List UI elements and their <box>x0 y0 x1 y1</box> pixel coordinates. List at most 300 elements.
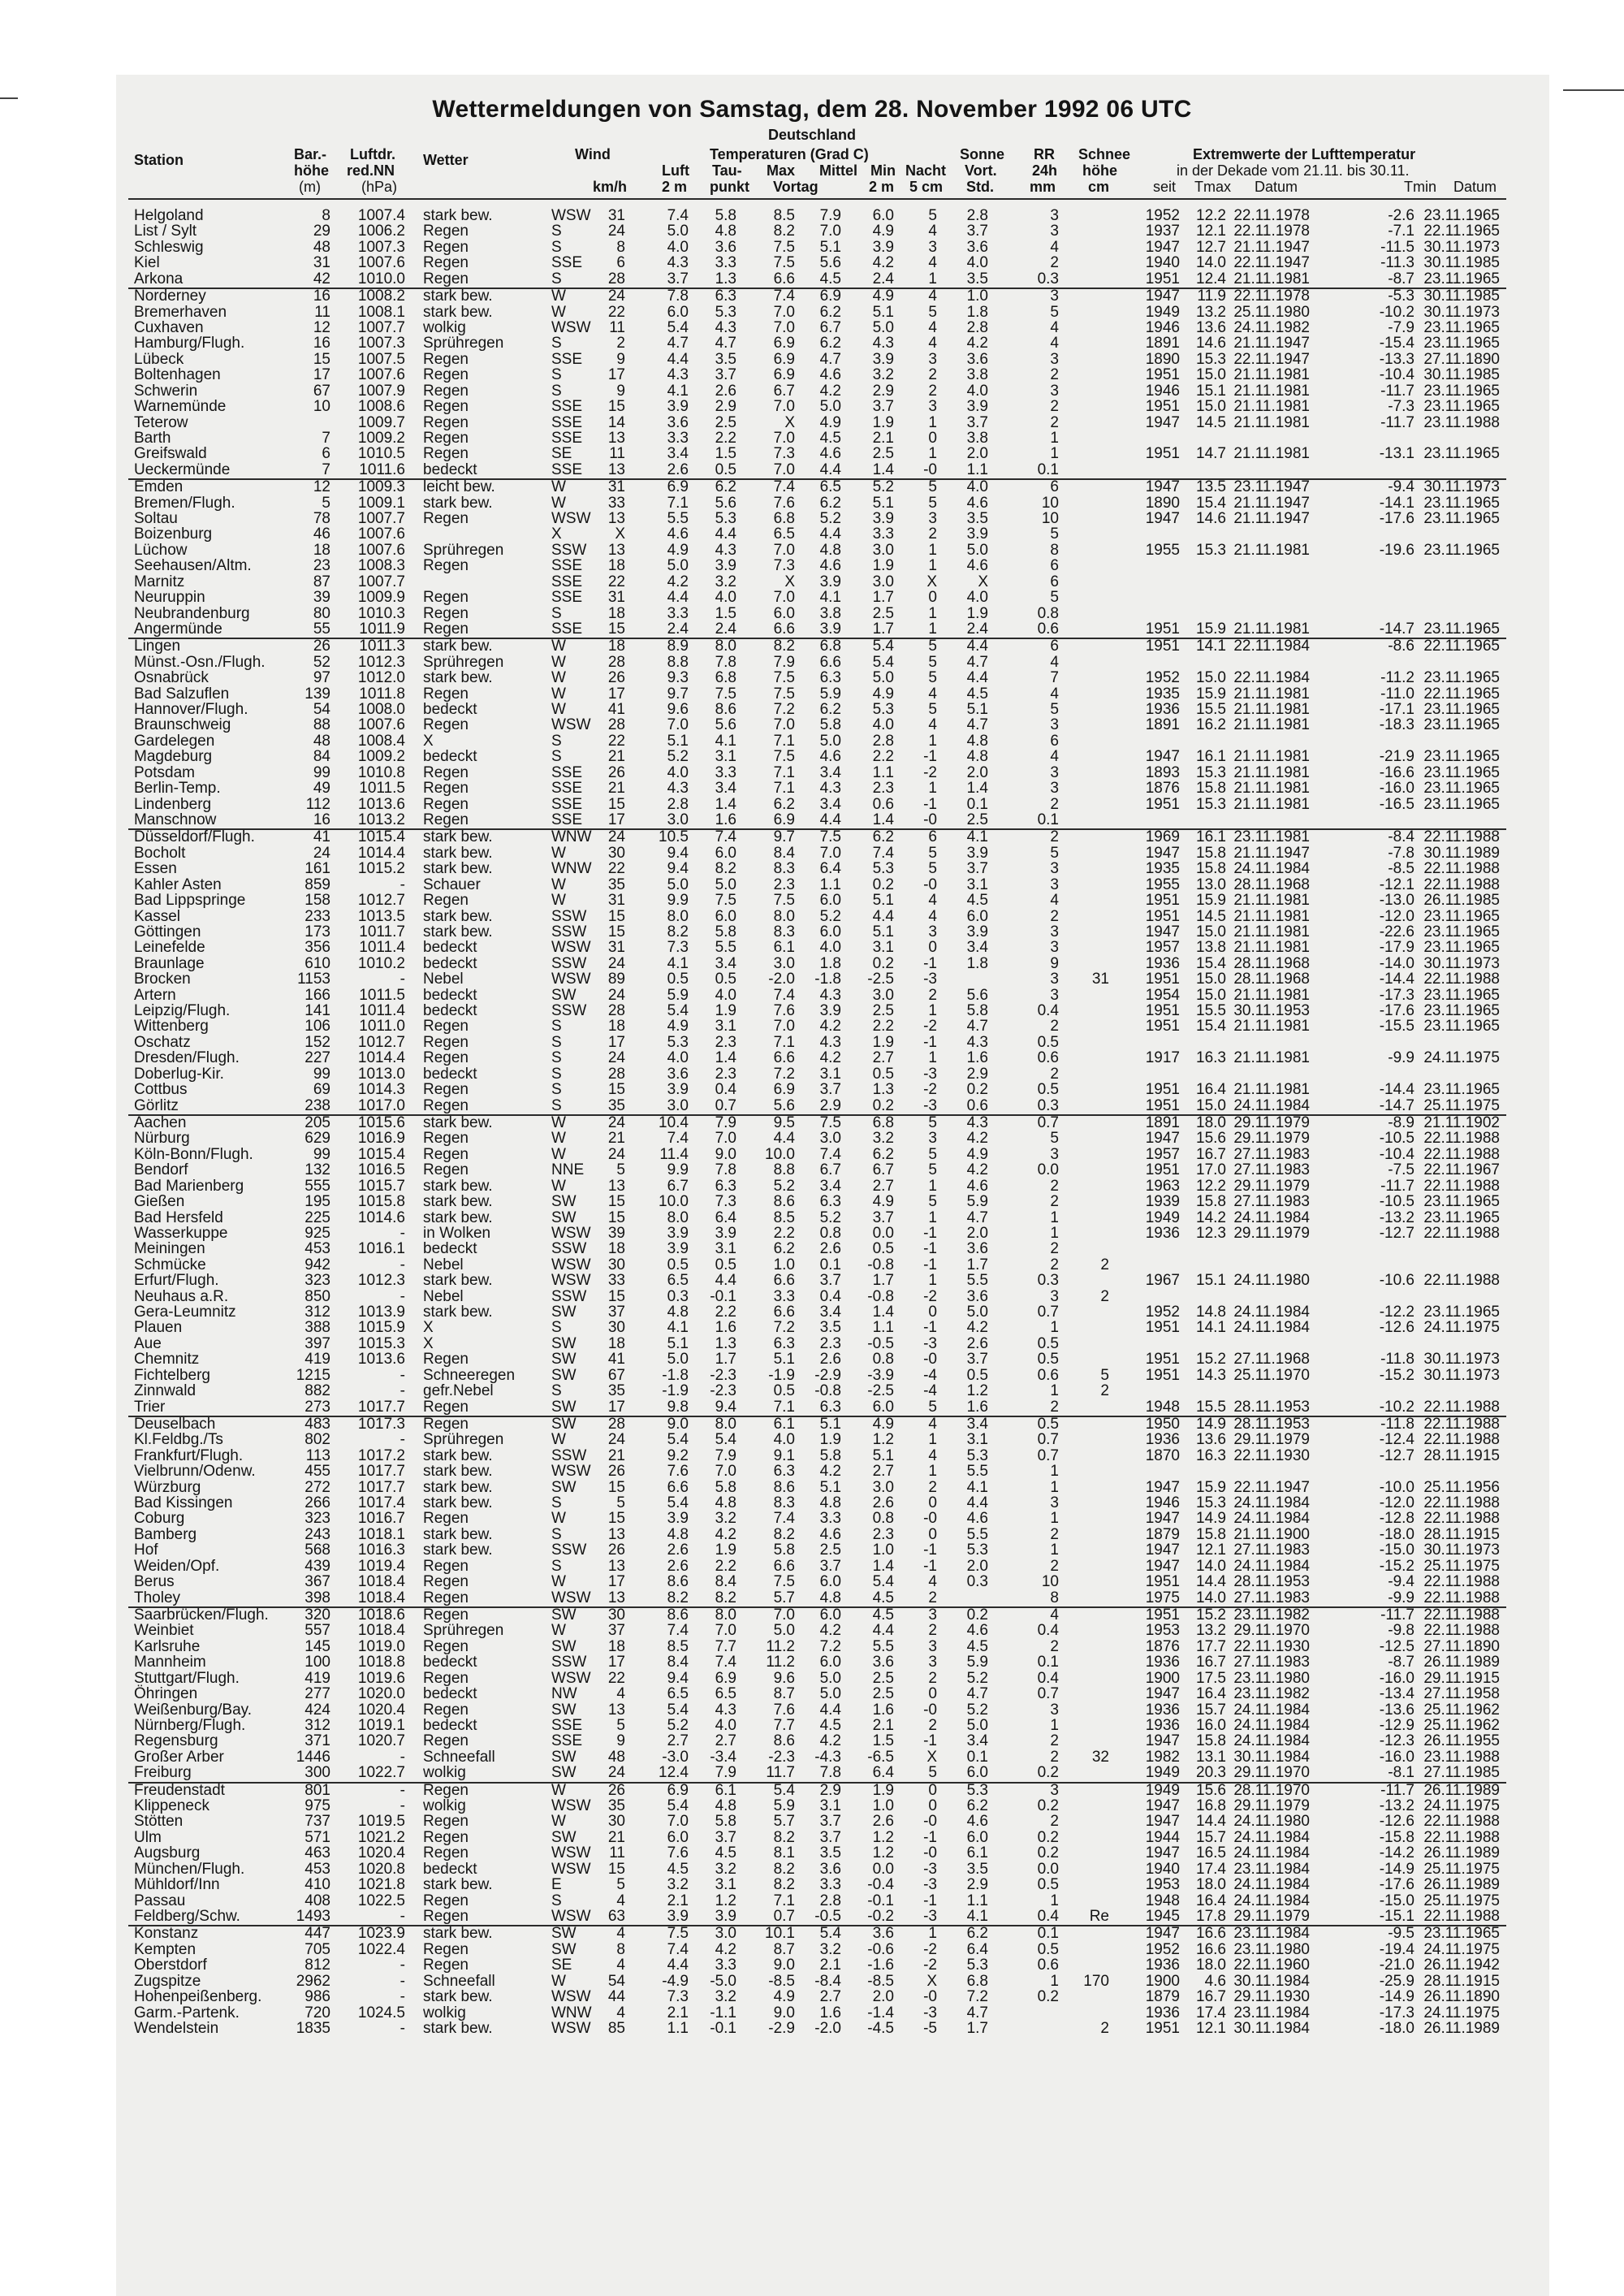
cell-datum-max: 24.11.1984 <box>1233 1304 1310 1321</box>
cell-luft: 3.0 <box>667 1096 689 1114</box>
cell-luft: 7.6 <box>667 1463 689 1481</box>
header-min-1: Min <box>870 162 896 179</box>
cell-wind-speed: 24 <box>607 828 625 846</box>
cell-max: 6.3 <box>773 1463 795 1481</box>
cell-tmin: -15.2 <box>1379 1557 1415 1575</box>
table-row <box>0 940 1624 955</box>
cell-rr: 1 <box>1050 1892 1059 1909</box>
cell-max: 7.0 <box>773 589 795 607</box>
cell-tau: 3.2 <box>715 573 736 590</box>
cell-wetter: Regen <box>423 1669 469 1687</box>
table-row <box>0 1210 1624 1226</box>
cell-rr: 1 <box>1050 1224 1059 1242</box>
cell-wetter: Regen <box>423 1813 469 1831</box>
cell-tmax: 18.0 <box>1196 1876 1226 1894</box>
cell-rr: 2 <box>1050 1732 1059 1750</box>
cell-luftdr: 1011.4 <box>359 1002 405 1019</box>
cell-max: 8.2 <box>773 1860 795 1878</box>
cell-luftdr: 1007.7 <box>357 318 405 336</box>
cell-station: Bamberg <box>134 1525 197 1543</box>
cell-luftdr: 1017.3 <box>357 1415 405 1433</box>
cell-max: X <box>784 413 795 431</box>
cell-tmax: 13.0 <box>1196 876 1226 893</box>
cell-min: 6.8 <box>872 1113 894 1131</box>
cell-station: Hof <box>134 1541 158 1559</box>
cell-seit: 1936 <box>1145 1431 1180 1449</box>
cell-tau: 6.2 <box>715 478 736 496</box>
cell-max: -2.3 <box>768 1748 795 1766</box>
cell-wetter: Regen <box>423 1161 469 1179</box>
cell-mittel: 3.4 <box>819 795 841 813</box>
cell-seit: 1954 <box>1145 986 1180 1004</box>
cell-tmax: 15.5 <box>1196 1002 1226 1019</box>
cell-datum-max: 21.11.1981 <box>1233 398 1310 415</box>
cell-max: 6.9 <box>773 811 795 828</box>
cell-wind-speed: 35 <box>607 1382 625 1400</box>
cell-station: Mannheim <box>134 1654 206 1671</box>
cell-wind-dir: W <box>551 1781 566 1799</box>
cell-wind-dir: S <box>551 604 562 622</box>
cell-wind-speed: 22 <box>607 732 625 750</box>
cell-luft: 7.4 <box>667 1130 689 1148</box>
cell-tau: 8.2 <box>715 1589 736 1606</box>
cell-datum-max: 22.11.1930 <box>1233 1637 1310 1655</box>
cell-wind-speed: 17 <box>607 1033 625 1051</box>
cell-min: 0.2 <box>872 1096 894 1114</box>
cell-seit: 1951 <box>1145 795 1180 813</box>
cell-wetter: bedeckt <box>423 748 477 766</box>
cell-max: 8.1 <box>773 1844 795 1862</box>
cell-luftdr: 1020.0 <box>357 1685 405 1703</box>
cell-tau: 2.4 <box>715 620 736 638</box>
cell-wetter: gefr.Nebel <box>423 1382 494 1400</box>
cell-rr: 2 <box>1050 1256 1059 1273</box>
cell-mittel: 4.3 <box>819 1033 841 1051</box>
cell-wind-dir: SSE <box>551 795 583 813</box>
cell-luft: 9.4 <box>667 844 689 862</box>
cell-wetter: Nebel <box>423 971 464 988</box>
cell-station: Zugspitze <box>134 1972 201 1990</box>
header-datum-min: Datum <box>1453 179 1497 195</box>
cell-datum-min: 24.11.1975 <box>1423 2004 1500 2021</box>
cell-wind-speed: 26 <box>607 1781 625 1799</box>
cell-nacht: 5 <box>928 638 937 655</box>
cell-mittel: 6.6 <box>819 653 841 671</box>
cell-rr: 2 <box>1050 1193 1059 1210</box>
cell-tau: 3.9 <box>715 1224 736 1242</box>
cell-tau: 3.1 <box>715 1018 736 1036</box>
cell-luft: 3.9 <box>667 1081 689 1099</box>
cell-luftdr: - <box>400 1972 405 1990</box>
cell-seit: 1951 <box>1145 1161 1180 1179</box>
cell-tmin: -15.4 <box>1379 335 1415 352</box>
table-row <box>0 288 1624 304</box>
cell-sonne: 1.0 <box>966 288 988 305</box>
cell-tmax: 15.1 <box>1196 382 1226 400</box>
cell-station: Arkona <box>134 270 184 288</box>
cell-rr: 6 <box>1050 478 1059 496</box>
cell-tmax: 14.8 <box>1196 1304 1226 1321</box>
cell-mittel: 2.8 <box>819 1892 841 1909</box>
cell-tmin: -14.4 <box>1379 971 1415 988</box>
cell-wind-speed: 31 <box>607 478 625 496</box>
cell-nacht: 3 <box>928 238 937 256</box>
cell-wind-speed: 39 <box>607 1224 625 1242</box>
table-row <box>0 462 1624 478</box>
cell-min: 6.4 <box>872 1764 894 1782</box>
cell-sonne: 3.9 <box>966 525 988 543</box>
cell-bar: 42 <box>313 270 330 288</box>
cell-nacht: X <box>926 1972 937 1990</box>
cell-wind-speed: 28 <box>607 1065 625 1083</box>
cell-wind-speed: 67 <box>607 1366 625 1384</box>
cell-nacht: 4 <box>928 223 937 240</box>
cell-mittel: 2.3 <box>819 1334 841 1352</box>
cell-wind-dir: W <box>551 288 566 305</box>
cell-station: Frankfurt/Flugh. <box>134 1446 244 1464</box>
cell-datum-min: 23.11.1965 <box>1423 398 1500 415</box>
cell-wind-dir: SSW <box>551 541 587 559</box>
cell-luftdr: 1014.4 <box>357 844 405 862</box>
cell-nacht: 2 <box>928 986 937 1004</box>
cell-station: Deuselbach <box>134 1415 216 1433</box>
table-row <box>0 717 1624 733</box>
cell-seit: 1948 <box>1145 1398 1180 1416</box>
cell-wind-speed: 13 <box>607 1557 625 1575</box>
cell-bar: 447 <box>304 1925 330 1943</box>
cell-mittel: 5.0 <box>819 1685 841 1703</box>
cell-wind-speed: 21 <box>607 780 625 798</box>
cell-datum-max: 21.11.1981 <box>1233 780 1310 798</box>
cell-wind-dir: W <box>551 892 566 910</box>
cell-rr: 0.3 <box>1037 1096 1059 1114</box>
table-row <box>0 1798 1624 1814</box>
cell-wind-dir: WSW <box>551 1797 591 1814</box>
cell-bar: 26 <box>313 638 330 655</box>
cell-tmin: -12.8 <box>1379 1510 1415 1528</box>
cell-tau: 0.5 <box>715 1256 736 1273</box>
cell-wetter: Regen <box>423 1033 469 1051</box>
cell-mittel: 6.4 <box>819 860 841 878</box>
cell-tau: 0.7 <box>715 1096 736 1114</box>
table-row <box>0 2021 1624 2036</box>
cell-tmax: 15.0 <box>1196 986 1226 1004</box>
cell-wetter: stark bew. <box>423 1272 493 1290</box>
cell-luftdr: 1009.9 <box>357 589 405 607</box>
cell-nacht: 0 <box>928 1494 937 1511</box>
cell-min: 1.2 <box>872 1431 894 1449</box>
cell-wetter: stark bew. <box>423 860 493 878</box>
cell-datum-min: 23.11.1988 <box>1423 413 1500 431</box>
cell-luftdr: 1015.6 <box>357 1113 405 1131</box>
cell-rr: 3 <box>1050 1781 1059 1799</box>
cell-seit: 1947 <box>1145 510 1180 527</box>
cell-mittel: 4.2 <box>819 1732 841 1750</box>
cell-bar: 100 <box>304 1654 330 1671</box>
cell-luft: -3.0 <box>662 1748 689 1766</box>
cell-min: 6.0 <box>872 207 894 224</box>
cell-tmax: 15.9 <box>1196 892 1226 910</box>
cell-datum-min: 23.11.1965 <box>1423 986 1500 1004</box>
cell-wetter: Regen <box>423 350 469 368</box>
cell-luftdr: 1008.1 <box>357 303 405 321</box>
header-luftdr-1: Luftdr. <box>350 146 395 162</box>
cell-rr: 0.4 <box>1037 1907 1059 1925</box>
cell-mittel: 5.1 <box>819 1415 841 1433</box>
cell-luftdr: 1015.4 <box>357 828 405 846</box>
cell-tmax: 16.6 <box>1196 1940 1226 1958</box>
cell-nacht: -2 <box>923 1940 937 1958</box>
cell-max: 4.0 <box>773 1431 795 1449</box>
header-rr-2: 24h <box>1032 162 1058 179</box>
cell-wind-speed: 13 <box>607 460 625 478</box>
cell-tmin: -12.7 <box>1379 1446 1415 1464</box>
cell-max: 7.2 <box>773 701 795 718</box>
cell-bar: 17 <box>313 366 330 384</box>
cell-min: 0.0 <box>872 1860 894 1878</box>
cell-min: 1.9 <box>872 557 894 575</box>
cell-station: Coburg <box>134 1510 185 1528</box>
cell-max: 6.9 <box>773 350 795 368</box>
cell-bar: 7 <box>322 429 330 447</box>
cell-seit: 1952 <box>1145 1940 1180 1958</box>
cell-wetter: stark bew. <box>423 1925 493 1943</box>
cell-station: Gießen <box>134 1193 185 1210</box>
cell-rr: 0.4 <box>1037 1002 1059 1019</box>
cell-sonne: 2.0 <box>966 1557 988 1575</box>
cell-nacht: 5 <box>928 1145 937 1163</box>
cell-min: 2.0 <box>872 1988 894 2005</box>
cell-tmin: -22.6 <box>1379 923 1415 940</box>
cell-max: 8.6 <box>773 1732 795 1750</box>
cell-min: 2.5 <box>872 1685 894 1703</box>
cell-wetter: Regen <box>423 270 469 288</box>
cell-bar: 320 <box>304 1606 330 1624</box>
cell-datum-max: 24.11.1984 <box>1233 1209 1310 1226</box>
cell-tmin: -8.4 <box>1388 828 1415 846</box>
cell-seit: 1953 <box>1145 1876 1180 1894</box>
table-row <box>0 1702 1624 1718</box>
cell-rr: 0.3 <box>1037 270 1059 288</box>
cell-luftdr: 1020.4 <box>357 1701 405 1719</box>
cell-max: 7.6 <box>773 1002 795 1019</box>
cell-tmin: -13.2 <box>1379 1209 1415 1226</box>
cell-wind-dir: WSW <box>551 318 591 336</box>
table-row <box>0 208 1624 223</box>
cell-tau: 7.9 <box>715 1113 736 1131</box>
cell-tmax: 16.7 <box>1196 1145 1226 1163</box>
cell-tau: 3.1 <box>715 1876 736 1894</box>
cell-station: Leipzig/Flugh. <box>134 1002 231 1019</box>
cell-wetter: Regen <box>423 382 469 400</box>
table-row <box>0 1623 1624 1638</box>
cell-station: Kiel <box>134 254 160 272</box>
cell-min: 2.7 <box>872 1049 894 1067</box>
cell-seit: 1951 <box>1145 1319 1180 1337</box>
cell-wind-dir: SW <box>551 1701 577 1719</box>
cell-tau: 9.4 <box>715 1398 736 1416</box>
table-row <box>0 1257 1624 1273</box>
cell-max: 8.5 <box>773 1209 795 1226</box>
cell-max: 7.5 <box>773 748 795 766</box>
cell-tmin: -13.1 <box>1379 445 1415 463</box>
cell-mittel: 4.8 <box>819 1494 841 1511</box>
cell-bar: 5 <box>322 494 330 512</box>
cell-luftdr: 1022.7 <box>357 1764 405 1782</box>
cell-bar: 195 <box>304 1193 330 1210</box>
cell-rr: 8 <box>1050 541 1059 559</box>
cell-wind-dir: WSW <box>551 1272 591 1290</box>
cell-tmin: -11.0 <box>1380 685 1415 703</box>
cell-luftdr: 1013.5 <box>357 907 405 925</box>
cell-station: Cuxhaven <box>134 318 204 336</box>
cell-tmax: 15.8 <box>1196 780 1226 798</box>
cell-wind-dir: SSW <box>551 907 587 925</box>
cell-nacht: 4 <box>928 892 937 910</box>
cell-max: 7.5 <box>773 238 795 256</box>
cell-luftdr: 1018.6 <box>357 1606 405 1624</box>
cell-wetter: Regen <box>423 1096 469 1114</box>
cell-seit: 1939 <box>1145 1193 1180 1210</box>
cell-wetter: Schneefall <box>423 1748 495 1766</box>
table-row <box>0 988 1624 1003</box>
cell-seit: 1891 <box>1145 716 1180 734</box>
cell-max: 2.2 <box>773 1224 795 1242</box>
cell-bar: 18 <box>313 541 330 559</box>
cell-rr: 6 <box>1050 557 1059 575</box>
cell-min: 0.2 <box>872 954 894 972</box>
cell-seit: 1947 <box>1145 1557 1180 1575</box>
cell-datum-min: 30.11.1985 <box>1423 254 1500 272</box>
table-row <box>0 1686 1624 1701</box>
cell-seit: 1951 <box>1145 1366 1180 1384</box>
cell-tmax: 16.4 <box>1196 1892 1226 1909</box>
cell-wind-speed: 5 <box>616 1716 625 1734</box>
cell-station: Boizenburg <box>134 525 213 543</box>
cell-luft: 10.0 <box>659 1193 689 1210</box>
table-row <box>0 511 1624 526</box>
cell-bar: 243 <box>304 1525 330 1543</box>
cell-seit: 1967 <box>1145 1272 1180 1290</box>
cell-datum-min: 22.11.1988 <box>1423 1272 1500 1290</box>
cell-tau: 4.2 <box>715 1525 736 1543</box>
cell-tmax: 16.3 <box>1196 1049 1226 1067</box>
cell-max: 8.2 <box>773 1525 795 1543</box>
table-row <box>0 430 1624 446</box>
cell-wind-speed: 4 <box>616 1957 625 1974</box>
cell-wetter: Regen <box>423 795 469 813</box>
cell-luftdr: 1015.8 <box>357 1193 405 1210</box>
cell-datum-max: 24.11.1982 <box>1233 318 1310 336</box>
cell-rr: 2 <box>1050 254 1059 272</box>
cell-min: -6.5 <box>867 1748 894 1766</box>
cell-luft: 4.9 <box>667 541 689 559</box>
cell-datum-max: 21.11.1981 <box>1233 986 1310 1004</box>
header-vortag: Vortag <box>773 179 818 195</box>
cell-max: 10.1 <box>765 1925 795 1943</box>
cell-bar: 106 <box>304 1018 330 1036</box>
cell-tmin: -10.6 <box>1379 1272 1415 1290</box>
cell-mittel: 4.8 <box>819 541 841 559</box>
cell-station: Lübeck <box>134 350 184 368</box>
cell-luft: 5.4 <box>667 1494 689 1511</box>
cell-max: 8.0 <box>773 907 795 925</box>
cell-rr: 3 <box>1050 223 1059 240</box>
cell-luft: 10.4 <box>659 1113 689 1131</box>
cell-luft: 5.4 <box>667 318 689 336</box>
cell-wind-dir: SW <box>551 1334 577 1352</box>
cell-wetter: leicht bew. <box>423 478 495 496</box>
table-row <box>0 446 1624 461</box>
cell-wetter: stark bew. <box>423 1988 493 2005</box>
cell-wind-speed: 24 <box>607 986 625 1004</box>
cell-max: 7.1 <box>773 1033 795 1051</box>
cell-mittel: 4.6 <box>819 748 841 766</box>
cell-wind-dir: SSE <box>551 557 583 575</box>
cell-luft: 4.3 <box>667 366 689 384</box>
cell-bar: 557 <box>304 1622 330 1640</box>
cell-luftdr: 1008.2 <box>357 288 405 305</box>
cell-nacht: 3 <box>928 510 937 527</box>
cell-luftdr: 1021.2 <box>357 1828 405 1846</box>
cell-wind-dir: SW <box>551 1606 577 1624</box>
cell-datum-min: 28.11.1915 <box>1423 1446 1500 1464</box>
cell-nacht: -3 <box>923 1065 937 1083</box>
cell-max: -2.9 <box>768 2019 795 2037</box>
cell-station: Augsburg <box>134 1844 201 1862</box>
cell-min: 1.4 <box>872 1304 894 1321</box>
cell-max: 9.1 <box>773 1446 795 1464</box>
cell-mittel: 7.5 <box>819 1113 841 1131</box>
cell-min: 0.2 <box>872 876 894 893</box>
cell-rr: 6 <box>1050 732 1059 750</box>
cell-station: Feldberg/Schw. <box>134 1907 240 1925</box>
cell-luftdr: 1007.7 <box>357 510 405 527</box>
cell-wind-speed: 22 <box>607 303 625 321</box>
cell-nacht: -0 <box>923 876 937 893</box>
table-row <box>0 1399 1624 1415</box>
cell-seit: 1951 <box>1145 971 1180 988</box>
cell-tmax: 16.5 <box>1196 1844 1226 1862</box>
cell-station: Karlsruhe <box>134 1637 201 1655</box>
cell-datum-min: 23.11.1965 <box>1423 541 1500 559</box>
cell-tau: 0.5 <box>715 971 736 988</box>
table-row <box>0 971 1624 987</box>
cell-seit: 1951 <box>1145 445 1180 463</box>
cell-tmax: 18.0 <box>1196 1113 1226 1131</box>
cell-datum-max: 28.11.1953 <box>1233 1398 1310 1416</box>
cell-tau: 4.5 <box>715 1844 736 1862</box>
cell-nacht: -0 <box>923 1701 937 1719</box>
table-row <box>0 367 1624 383</box>
cell-mittel: 2.5 <box>819 1541 841 1559</box>
cell-mittel: 0.8 <box>819 1224 841 1242</box>
cell-wind-speed: 22 <box>607 573 625 590</box>
cell-seit: 1957 <box>1145 939 1180 957</box>
cell-bar: 112 <box>305 795 330 813</box>
table-row <box>0 1542 1624 1558</box>
cell-seit: 1936 <box>1145 954 1180 972</box>
cell-tau: 4.8 <box>715 1797 736 1814</box>
cell-seit: 1940 <box>1145 1860 1180 1878</box>
cell-datum-min: 24.11.1975 <box>1423 1319 1500 1337</box>
cell-station: Freiburg <box>134 1764 192 1782</box>
cell-tmin: -14.2 <box>1379 1844 1415 1862</box>
cell-mittel: 4.3 <box>819 986 841 1004</box>
cell-wind-dir: W <box>551 653 566 671</box>
cell-datum-max: 27.11.1968 <box>1233 1351 1310 1369</box>
cell-wetter: Regen <box>423 1510 469 1528</box>
